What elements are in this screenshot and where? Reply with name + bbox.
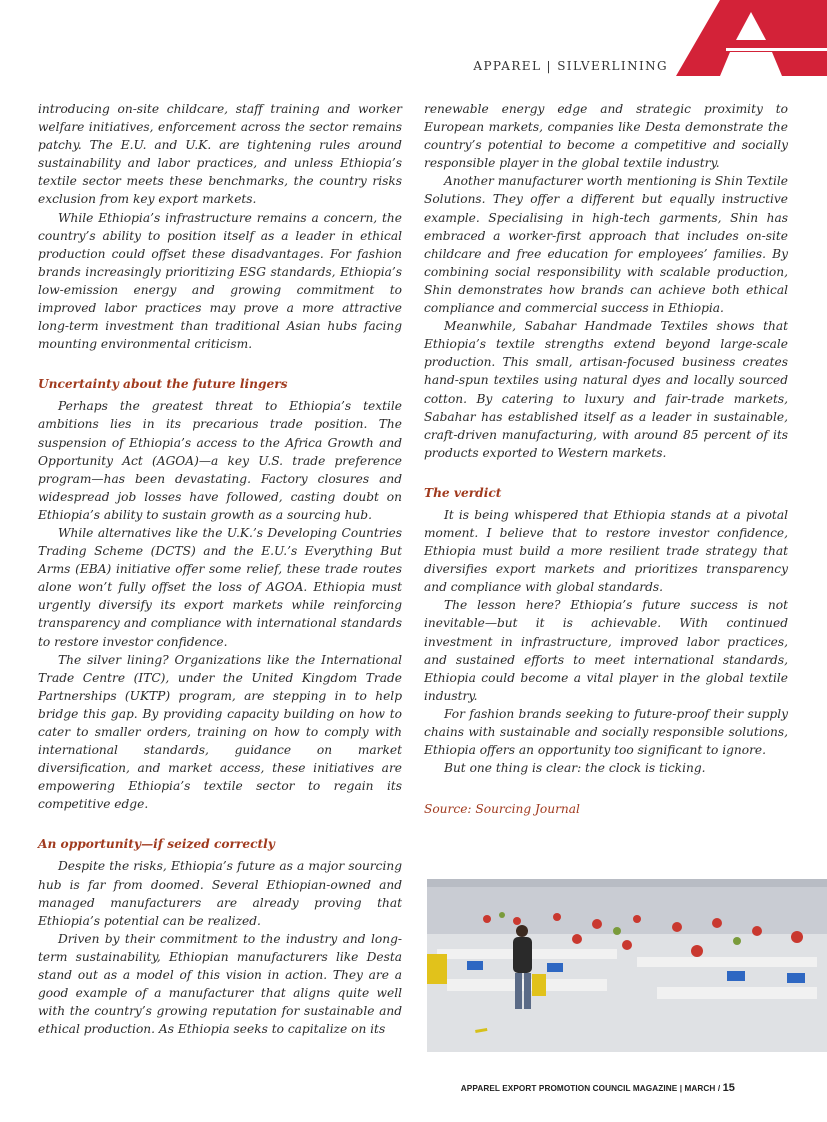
section-heading: Uncertainty about the future lingers bbox=[38, 377, 288, 392]
section-heading: The verdict bbox=[424, 485, 502, 500]
paragraph: Another manufacturer worth mentioning is Shin Textile Solutions. They offer a different but equally instructive example. Specialising in high-tech garments, Shin has embraced a worker-first approach that includes on-site childcare and free education for employees’ families. By combining social responsibility with scalable production, Shin demonstrates how brands can achieve both ethical compliance and commercial success in Ethiopia. bbox=[424, 174, 788, 316]
paragraph: Perhaps the greatest threat to Ethiopia’s textile ambitions lies in its precarious trade position. The suspension of Ethiopia’s access to the Africa Growth and Opportunity Act (AGOA)—a key U.S. trade preference program—has been devastating. Factory closures and widespread job losses have followed, casting doubt on Ethiopia’s ability to sustain growth as a sourcing hub. bbox=[38, 399, 402, 522]
paragraph: Meanwhile, Sabahar Handmade Textiles shows that Ethiopia’s textile strengths extend beyond large-scale production. This small, artisan-focused business creates hand-spun textiles using natural dyes and locally sourced cotton. By catering to luxury and fair-trade markets, Sabahar has established itself as a leader in sustainable, craft-driven manufacturing, with around 85 percent of its products exported to Western markets. bbox=[424, 319, 788, 460]
page-footer bbox=[461, 1082, 735, 1094]
magazine-logo bbox=[676, 0, 827, 76]
paragraph: introducing on-site childcare, staff training and worker welfare initiatives, enforcement across the sector remains patchy. The E.U. and U.K. are tightening rules around sustainability and labor practices, and unless Ethiopia’s textile sector meets these benchmarks, the country risks exclusion from key export markets. bbox=[38, 102, 402, 207]
paragraph: renewable energy edge and strategic proximity to European markets, companies like Desta demonstrate the country’s potential to become a competitive and socially responsible player in the global textile industry. bbox=[424, 102, 788, 171]
source-credit: Source: Sourcing Journal bbox=[424, 802, 580, 817]
paragraph: The silver lining? Organizations like the International Trade Centre (ITC), under the United Kingdom Trade Partnerships (UKTP) program, are stepping in to help bridge this gap. By providing capacity building on how to cater to smaller orders, training on how to comply with international standards, guidance on market diversification, and market access, these initiatives are empowering Ethiopia’s textile sector to regain its competitive edge. bbox=[38, 652, 402, 812]
section-label: APPAREL | SILVERLINING bbox=[473, 59, 668, 73]
footer-text: APPAREL EXPORT PROMOTION COUNCIL MAGAZINE | MARCH / bbox=[460, 1084, 721, 1093]
paragraph: It is being whispered that Ethiopia stands at a pivotal moment. I believe that to restore investor confidence, Ethiopia must build a more resilient trade strategy that diversifies export markets and prioritizes transparency and compliance with global standards. bbox=[424, 507, 788, 595]
right-column bbox=[424, 100, 788, 818]
left-column bbox=[38, 100, 402, 1038]
section-heading: An opportunity—if seized correctly bbox=[38, 837, 275, 852]
paragraph: The lesson here? Ethiopia’s future success is not inevitable—but it is achievable. With continued investment in infrastructure, improved labor practices, and sustained efforts to meet international standards, Ethiopia could become a vital player in the global textile industry. bbox=[424, 598, 788, 703]
paragraph: But one thing is clear: the clock is ticking. bbox=[444, 761, 706, 776]
paragraph: While Ethiopia’s infrastructure remains a concern, the country’s ability to position itself as a leader in ethical production could offset these disadvantages. For fashion brands increasingly prioritizing ESG standards, Ethiopia’s low-emission energy and growing commitment to improved labor practices may prove a more attractive long-term investment than traditional Asian hubs facing mounting environmental criticism. bbox=[38, 210, 402, 352]
page-number: 15 bbox=[722, 1082, 735, 1094]
paragraph: While alternatives like the U.K.’s Developing Countries Trading Scheme (DCTS) and the E.U.’s Everything But Arms (EBA) initiative offer some relief, these trade routes alone won’t fully offset the loss of AGOA. Ethiopia must urgently diversify its export markets while reinforcing transparency and compliance with international standards to restore investor confidence. bbox=[38, 525, 402, 649]
factory-floor-photo bbox=[427, 879, 827, 1052]
paragraph: Despite the risks, Ethiopia’s future as a major sourcing hub is far from doomed. Several Ethiopian-owned and managed manufacturers are already proving that Ethiopia’s potential can be realized. bbox=[38, 859, 402, 928]
paragraph: For fashion brands seeking to future-proof their supply chains with sustainable and socially responsible solutions, Ethiopia offers an opportunity too significant to ignore. bbox=[424, 706, 788, 758]
paragraph: Driven by their commitment to the industry and long-term sustainability, Ethiopian manufacturers like Desta stand out as a model of this vision in action. They are a good example of a manufacturer that aligns quite well with the country’s growing reputation for sustainable and ethical production. As Ethiopia seeks to capitalize on its bbox=[38, 931, 402, 1037]
